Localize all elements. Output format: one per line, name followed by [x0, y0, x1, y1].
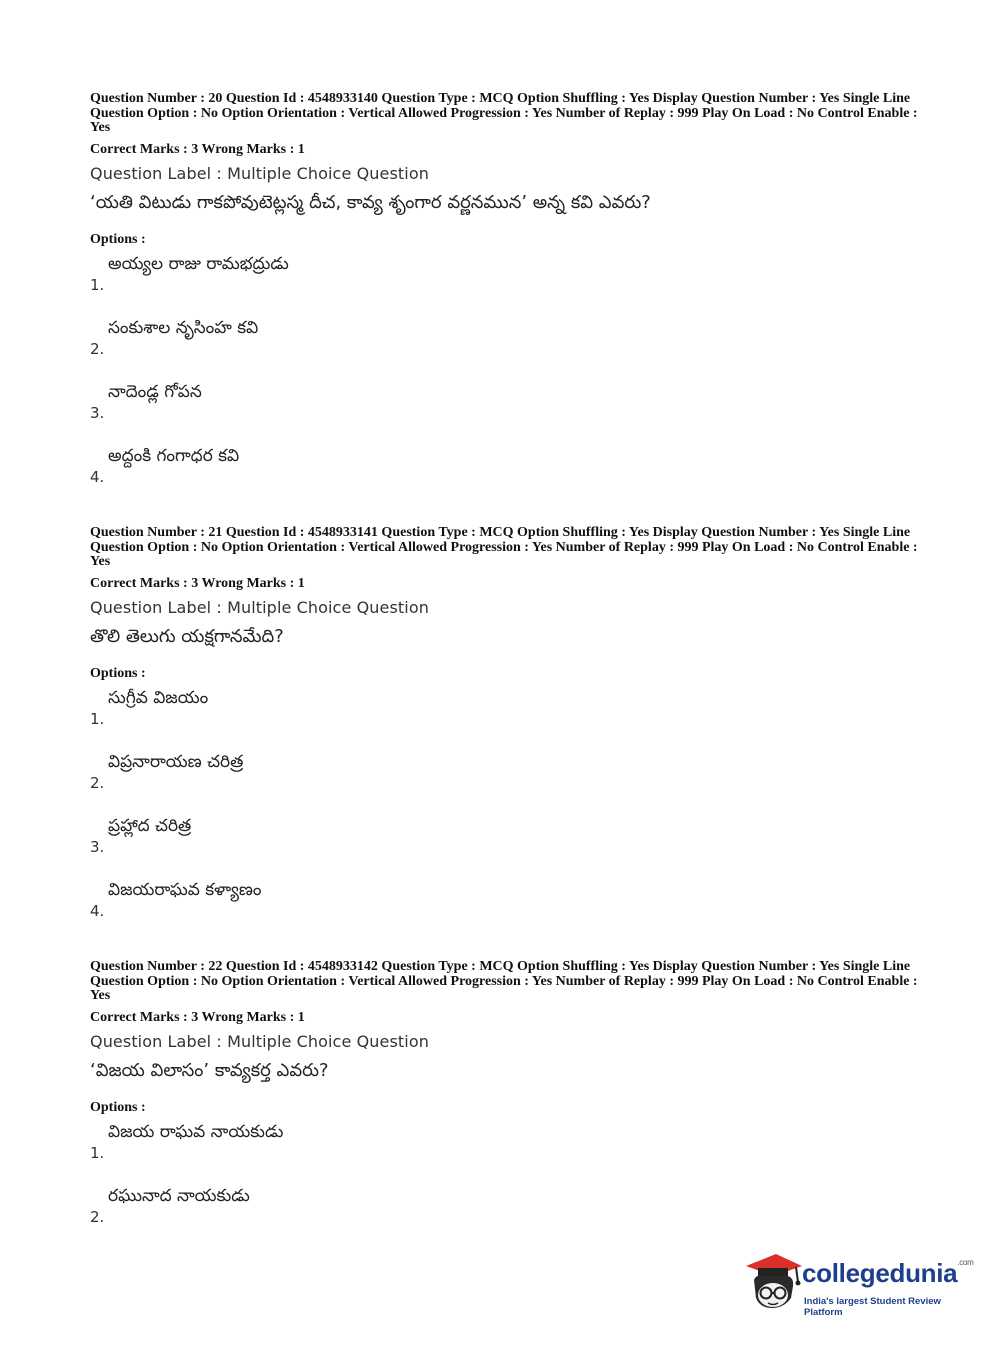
- option-text: రఘునాద నాయకుడు: [108, 1185, 250, 1206]
- option-number: 3.: [90, 837, 105, 856]
- option-text: అయ్యల రాజు రామభద్రుడు: [108, 253, 289, 274]
- option-text: ప్రహ్లాద చరిత్ర: [108, 815, 192, 836]
- question-meta: Question Number : 22 Question Id : 4548933142 Question Type : MCQ Option Shuffling : Yes Display Question Number : Yes Single Line Question Option : No Option Orientation : Vertical Allowed Progression : Yes Number of Replay : 999 Play On Load : No Control Enable : Yes: [90, 959, 918, 1003]
- option-text: విజయ రాఘవ నాయకుడు: [108, 1121, 284, 1142]
- logo-name-text: collegedunia: [802, 1258, 958, 1288]
- option-item[interactable]: [90, 688, 920, 752]
- question-label: Question Label : Multiple Choice Question: [90, 597, 429, 617]
- option-number: 1.: [90, 709, 105, 728]
- logo-suffix: .com: [957, 1258, 974, 1267]
- option-number: 2.: [90, 339, 105, 358]
- question-block-21: [90, 526, 920, 944]
- question-text: ‘యతి విటుడు గాకపోవుటెట్లస్మ దీచ, కావ్య శృంగార వర్ణనమున’ అన్న కవి ఎవరు?: [90, 191, 651, 213]
- question-text: ‘విజయ విలాసం’ కావ్యకర్త ఎవరు?: [90, 1059, 329, 1081]
- option-text: సుగ్రీవ విజయం: [108, 687, 209, 708]
- option-item[interactable]: [90, 752, 920, 816]
- options-heading: Options :: [90, 665, 146, 681]
- option-item[interactable]: [90, 816, 920, 880]
- option-item[interactable]: [90, 1122, 920, 1186]
- option-item[interactable]: [90, 446, 920, 510]
- question-label: Question Label : Multiple Choice Question: [90, 1031, 429, 1051]
- question-label: Question Label : Multiple Choice Question: [90, 163, 429, 183]
- option-text: సంకుశాల నృసింహ కవి: [108, 317, 259, 338]
- question-marks: Correct Marks : 3 Wrong Marks : 1: [90, 575, 305, 591]
- option-item[interactable]: [90, 382, 920, 446]
- option-text: నాదెండ్ల గోపన: [108, 381, 202, 402]
- option-text: విప్రనారాయణ చరిత్ర: [108, 751, 244, 772]
- logo-tagline: India's largest Student Review Platform: [804, 1296, 941, 1318]
- graduate-mascot-icon: [744, 1250, 804, 1316]
- options-heading: Options :: [90, 1099, 146, 1115]
- question-meta: Question Number : 21 Question Id : 4548933141 Question Type : MCQ Option Shuffling : Yes Display Question Number : Yes Single Line Question Option : No Option Orientation : Vertical Allowed Progression : Yes Number of Replay : 999 Play On Load : No Control Enable : Yes: [90, 525, 918, 569]
- option-number: 3.: [90, 403, 105, 422]
- question-marks: Correct Marks : 3 Wrong Marks : 1: [90, 141, 305, 157]
- options-heading: Options :: [90, 231, 146, 247]
- option-item[interactable]: [90, 318, 920, 382]
- option-number: 1.: [90, 275, 105, 294]
- option-number: 4.: [90, 467, 105, 486]
- question-marks: Correct Marks : 3 Wrong Marks : 1: [90, 1009, 305, 1025]
- question-block-22: [90, 960, 920, 1250]
- option-number: 1.: [90, 1143, 105, 1162]
- collegedunia-logo[interactable]: [744, 1250, 974, 1316]
- option-text: అద్దంకి గంగాధర కవి: [108, 445, 240, 466]
- option-item[interactable]: [90, 1186, 920, 1250]
- question-meta: Question Number : 20 Question Id : 4548933140 Question Type : MCQ Option Shuffling : Yes Display Question Number : Yes Single Line Question Option : No Option Orientation : Vertical Allowed Progression : Yes Number of Replay : 999 Play On Load : No Control Enable : Yes: [90, 91, 918, 135]
- question-text: తొలి తెలుగు యక్షగానమేది?: [90, 625, 284, 647]
- logo-wordmark: [802, 1258, 973, 1289]
- question-block-20: [90, 92, 920, 510]
- option-item[interactable]: [90, 880, 920, 944]
- option-number: 2.: [90, 773, 105, 792]
- option-item[interactable]: [90, 254, 920, 318]
- option-text: విజయరాఘవ కళ్యాణం: [108, 879, 262, 900]
- option-number: 2.: [90, 1207, 105, 1226]
- option-number: 4.: [90, 901, 105, 920]
